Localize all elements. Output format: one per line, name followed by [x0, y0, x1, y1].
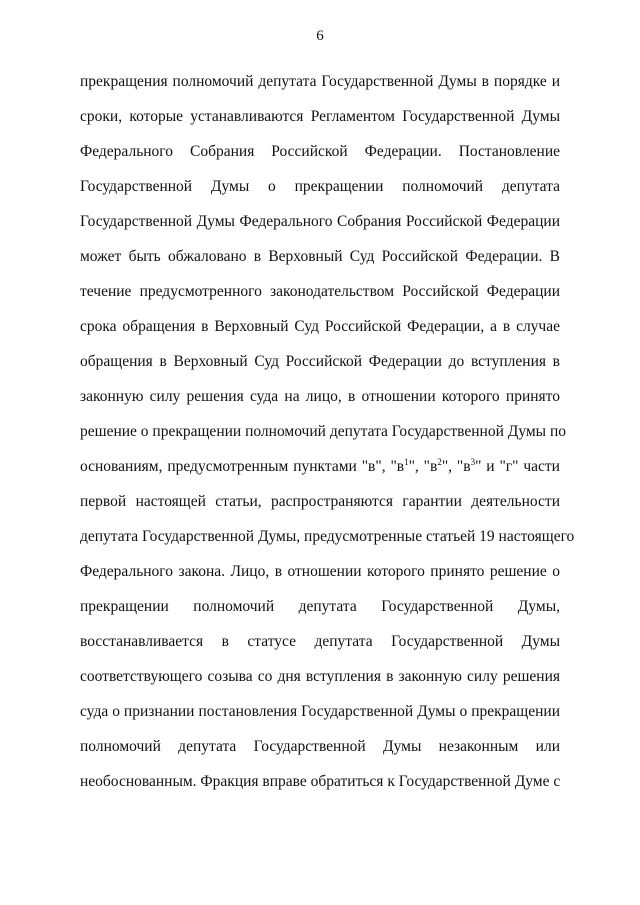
text-line: решение о прекращении полномочий депутата Государственной Думы по	[80, 423, 567, 440]
text-line: может быть обжаловано в Верховный Суд Российской Федерации. В	[80, 248, 560, 265]
text-line: прекращения полномочий депутата Государственной Думы в порядке и	[80, 73, 560, 90]
text-line: первой настоящей статьи, распространяются гарантии деятельности	[80, 493, 560, 510]
text-line: обращения в Верховный Суд Российской Федерации до вступления в	[80, 353, 560, 370]
text-line: необоснованным. Фракция вправе обратиться к Государственной Думе с	[80, 773, 561, 790]
text-line: законную силу решения суда на лицо, в отношении которого принято	[80, 388, 560, 405]
text-line: соответствующего созыва со дня вступления в законную силу решения	[80, 668, 560, 685]
text-line: прекращении полномочий депутата Государственной Думы,	[80, 598, 560, 615]
page-number: 6	[316, 28, 324, 44]
text-line: полномочий депутата Государственной Думы незаконным или	[80, 738, 560, 755]
text-line: Государственной Думы о прекращении полномочий депутата	[80, 178, 560, 195]
text-line: Федерального Собрания Российской Федерации. Постановление	[80, 143, 560, 160]
text-line: срока обращения в Верховный Суд Российской Федерации, а в случае	[80, 318, 560, 335]
text-line: течение предусмотренного законодательством Российской Федерации	[80, 283, 560, 300]
text-line: суда о признании постановления Государственной Думы о прекращении	[80, 703, 560, 720]
text-line: Государственной Думы Федерального Собрания Российской Федерации	[80, 213, 560, 230]
text-line: восстанавливается в статусе депутата Государственной Думы	[80, 633, 560, 650]
text-line: депутата Государственной Думы, предусмотренные статьей 19 настоящего	[80, 528, 575, 545]
text-line: основаниям, предусмотренным пунктами "в", "$в^1$", "$в^2$", "$в^3$" и "г" части	[80, 457, 560, 475]
text-line: сроки, которые устанавливаются Регламентом Государственной Думы	[80, 108, 560, 125]
text-line: Федерального закона. Лицо, в отношении которого принято решение о	[80, 563, 560, 580]
